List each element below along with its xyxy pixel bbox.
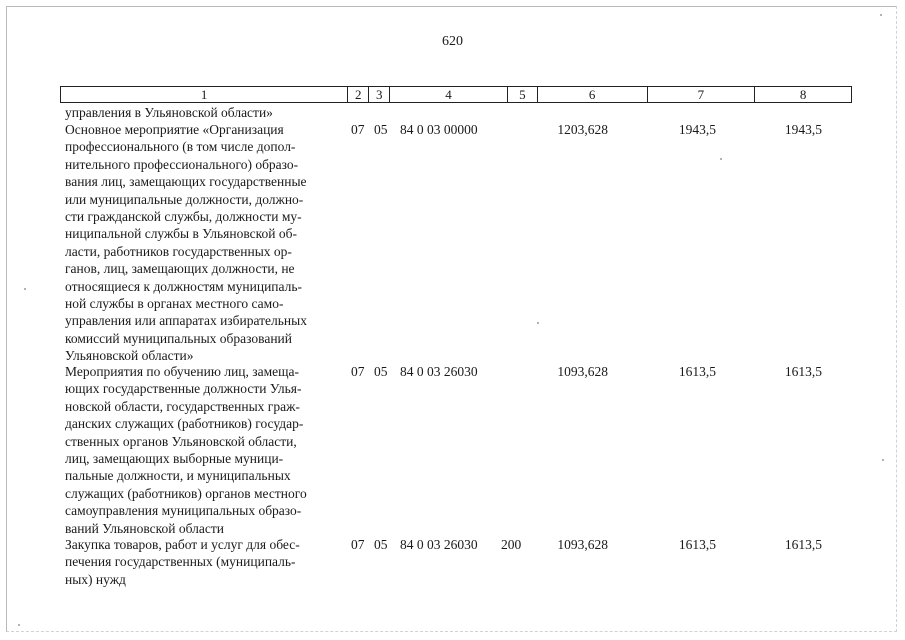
scan-speck: [720, 158, 722, 160]
row-podrazdel: 05: [374, 122, 388, 137]
header-col-1: 1: [61, 87, 348, 102]
scan-speck: [882, 459, 884, 461]
row-year1-amount: 1093,628: [557, 364, 608, 379]
row-year1-amount: 1093,628: [557, 537, 608, 552]
scan-speck: [537, 322, 539, 324]
header-col-2: 2: [348, 87, 369, 102]
row-csr: 84 0 03 26030: [400, 364, 478, 379]
page-number: 620: [442, 34, 463, 49]
row-year1-amount: 1203,628: [557, 122, 608, 137]
row-razdel: 07: [351, 122, 365, 137]
scan-speck: [880, 14, 882, 16]
header-col-5: 5: [508, 87, 538, 102]
table-header: [60, 86, 852, 103]
row-year2-amount: 1613,5: [678, 364, 716, 379]
row-razdel: 07: [351, 537, 365, 552]
header-col-8: 8: [799, 87, 807, 102]
continuation-text: управления в Ульяновской области»: [65, 105, 273, 120]
row-podrazdel: 05: [374, 537, 388, 552]
row-year2-amount: 1613,5: [678, 537, 716, 552]
row-description: Мероприятия по обучению лиц, замеща- ющих государственные должности Улья- новской области, государственных граж- данских служащих (работников) государ- ственных органов Ульяновской области, лиц, замещающих выборные муници- пальные должности, и муниципальных служащих (работников) органов местного самоуправления муниципальных образо- ваний Ульяновской области: [65, 364, 307, 536]
row-year3-amount: 1613,5: [784, 364, 822, 379]
scan-speck: [18, 624, 20, 626]
row-description: Основное мероприятие «Организация профессионального (в том числе допол- нительного профессионального) образо- вания лиц, замещающих государственные или муниципальные должности, должно- сти гражданской службы, должности му- ниципальной службы в Ульяновской об- ласти, работников государственных ор- ганов, лиц, замещающих должности, не относящиеся к должностям муниципаль- ной службы в органах местного само- управления или аппаратах избирательных комиссий муниципальных образований Ульяновской области»: [65, 122, 307, 364]
header-col-6: 6: [538, 87, 648, 102]
row-podrazdel: 05: [374, 364, 388, 379]
row-year3-amount: 1613,5: [784, 537, 822, 552]
header-col-3: 3: [369, 87, 390, 102]
row-csr: 84 0 03 00000: [400, 122, 478, 137]
row-csr: 84 0 03 26030: [400, 537, 478, 552]
row-vr: 200: [501, 537, 522, 552]
row-razdel: 07: [351, 364, 365, 379]
header-col-4: 4: [390, 87, 508, 102]
header-col-7: 7: [648, 87, 756, 102]
row-description: Закупка товаров, работ и услуг для обес- печения государственных (муниципаль- ных) нужд: [65, 537, 300, 587]
row-year2-amount: 1943,5: [678, 122, 716, 137]
scan-speck: [24, 288, 26, 290]
row-year3-amount: 1943,5: [784, 122, 822, 137]
